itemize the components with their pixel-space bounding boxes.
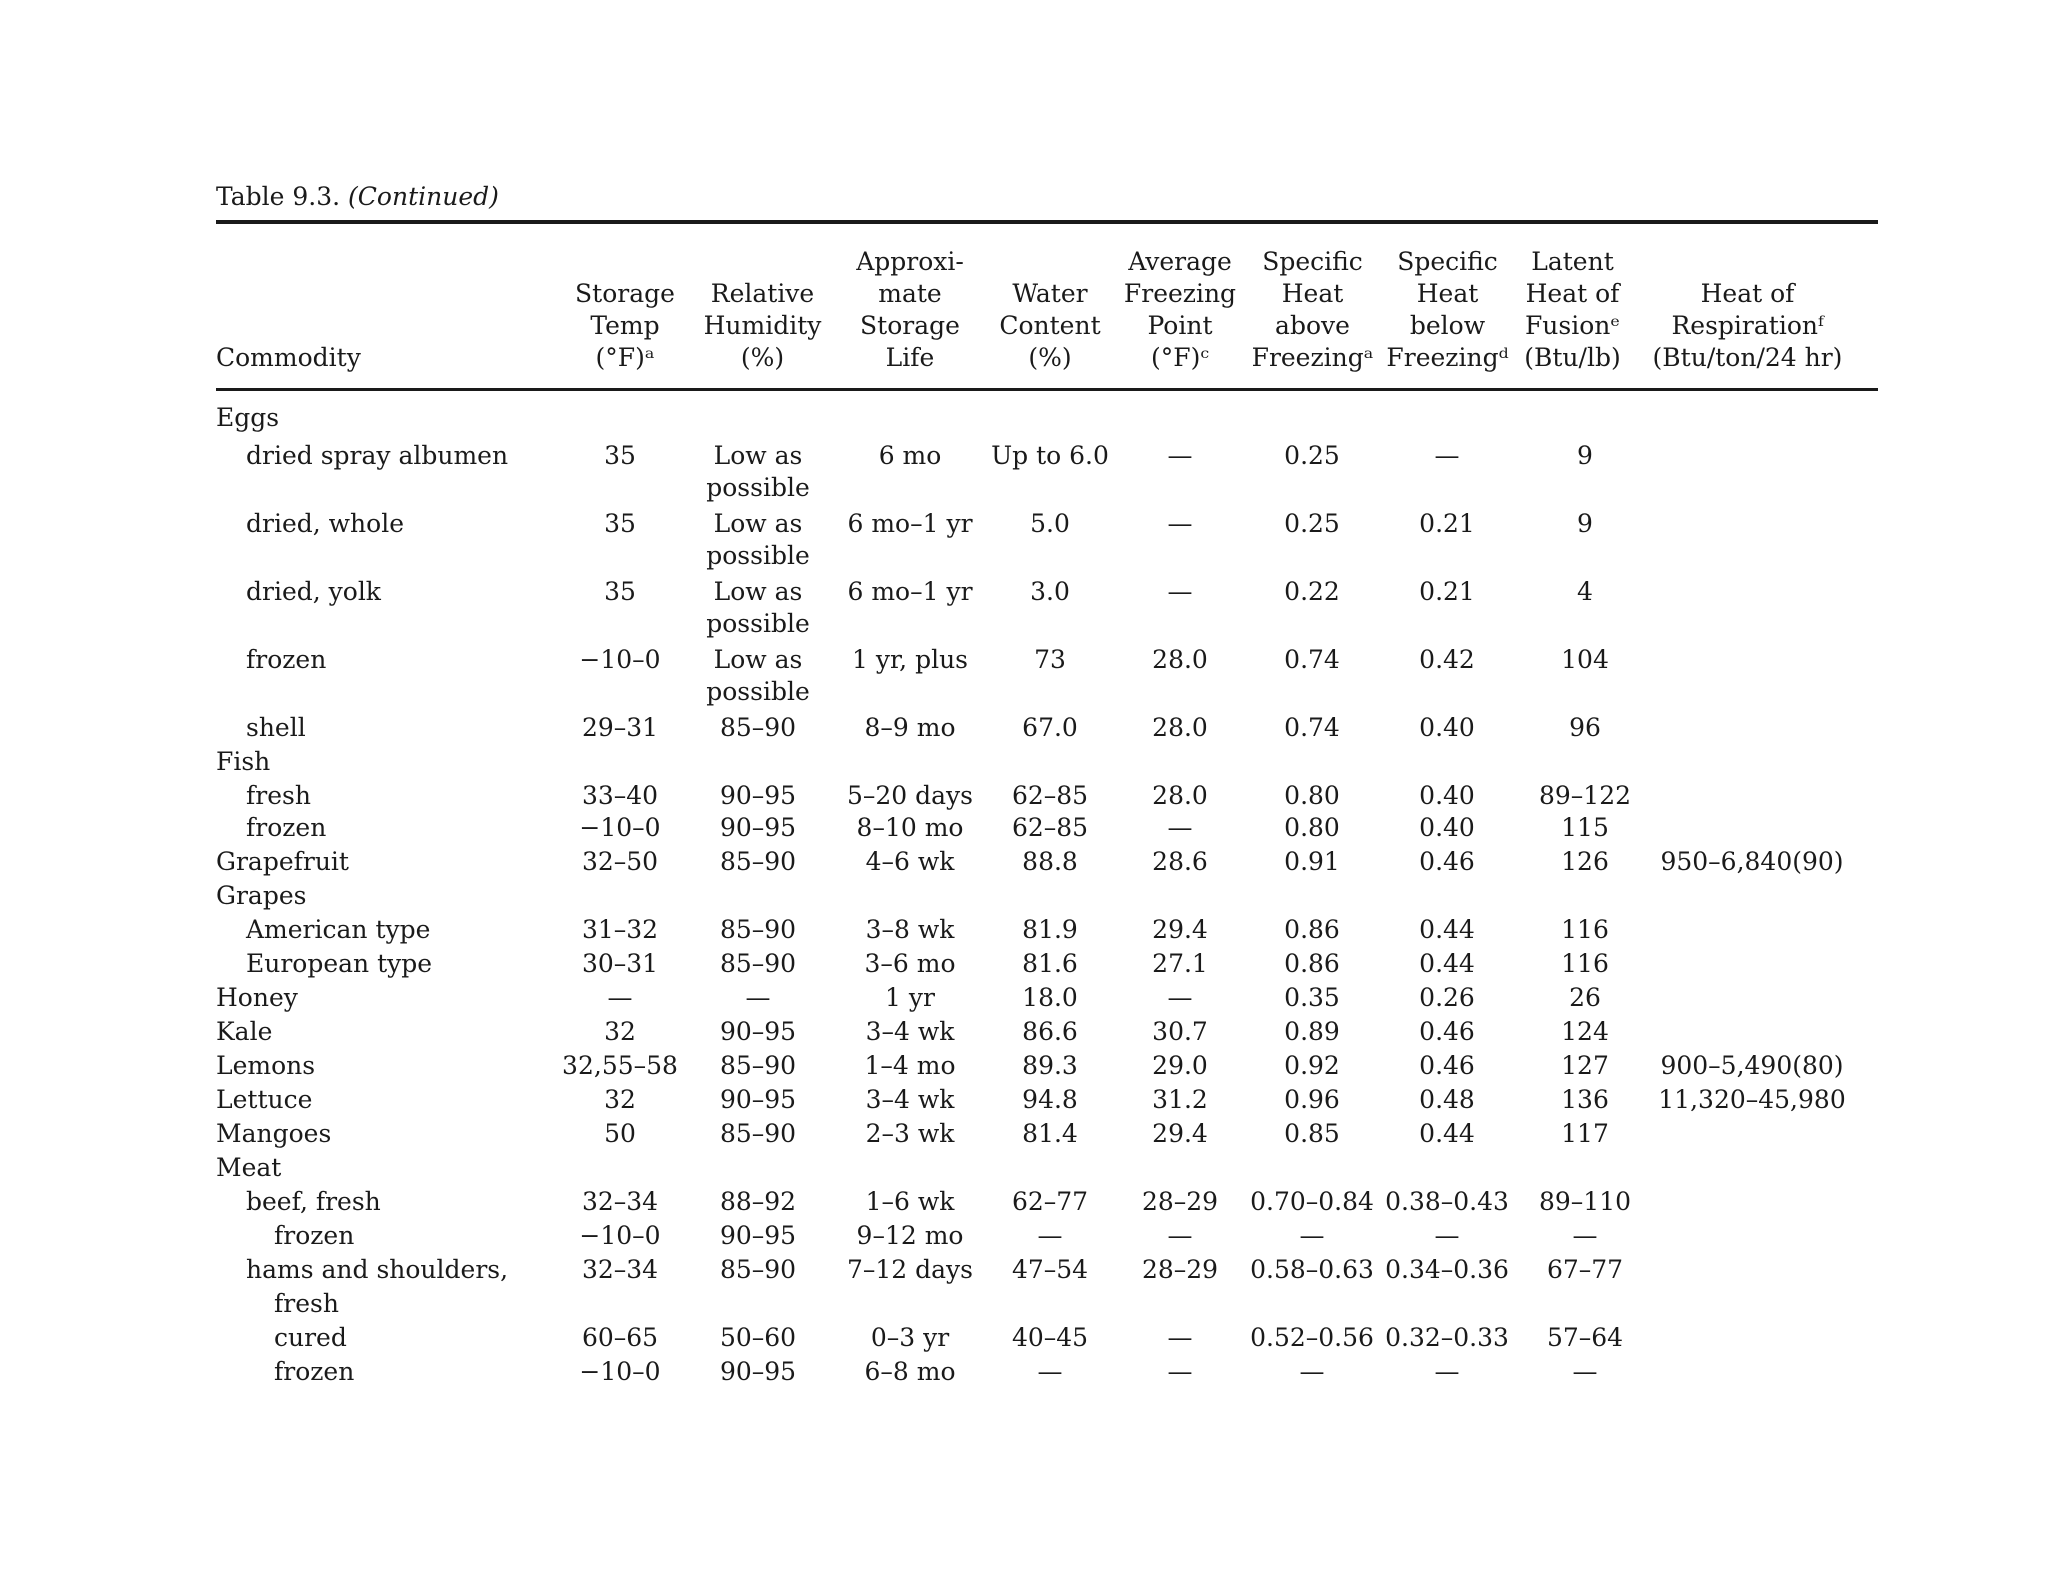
header-specific-heat-below: Specific Heat below Freezingᵈ (1386, 247, 1509, 372)
table-caption-label: Table 9.3. (216, 182, 341, 211)
cell-freezing-point: — (1167, 509, 1193, 538)
table-row (0, 1016, 2048, 1052)
cell-water-content: 62–85 (1011, 813, 1089, 842)
cell-specific-heat-below: 0.40 (1419, 713, 1475, 742)
cell-relative-humidity: — (745, 983, 771, 1012)
cell-storage-temp: 50 (604, 1119, 636, 1148)
cell-commodity: Lemons (216, 1051, 316, 1080)
cell-freezing-point: 28.0 (1152, 645, 1208, 674)
cell-storage-temp: 35 (604, 509, 636, 538)
cell-water-content: — (1037, 1357, 1063, 1386)
cell-freezing-point: 28–29 (1141, 1187, 1219, 1216)
cell-specific-heat-above: 0.80 (1284, 813, 1340, 842)
cell-commodity: frozen (246, 813, 327, 842)
cell-latent-heat: 67–77 (1546, 1255, 1624, 1284)
cell-freezing-point: 29.4 (1152, 1119, 1208, 1148)
cell-freezing-point: 30.7 (1152, 1017, 1208, 1046)
cell-relative-humidity: Low as possible (706, 577, 810, 638)
table-row (0, 982, 2048, 1018)
cell-specific-heat-below: — (1434, 441, 1460, 470)
cell-storage-temp: 35 (604, 441, 636, 470)
cell-latent-heat: 4 (1577, 577, 1593, 606)
cell-specific-heat-below: — (1434, 1221, 1460, 1250)
cell-storage-life: 6 mo–1 yr (847, 577, 973, 606)
cell-freezing-point: — (1167, 1357, 1193, 1386)
cell-specific-heat-above: 0.86 (1284, 915, 1340, 944)
table-row (0, 780, 2048, 816)
cell-specific-heat-above: 0.52–0.56 (1250, 1323, 1374, 1352)
table-caption-continued: (Continued) (348, 182, 499, 211)
cell-commodity: Mangoes (216, 1119, 332, 1148)
cell-commodity: Grapefruit (216, 847, 349, 876)
cell-relative-humidity: 90–95 (719, 1017, 797, 1046)
table-row (0, 846, 2048, 882)
header-latent-heat: Latent Heat of Fusionᵉ (Btu/lb) (1524, 247, 1621, 372)
cell-freezing-point: 29.0 (1152, 1051, 1208, 1080)
cell-water-content: 5.0 (1030, 509, 1070, 538)
cell-water-content: 89.3 (1022, 1051, 1078, 1080)
cell-specific-heat-above: 0.91 (1284, 847, 1340, 876)
cell-water-content: 73 (1034, 645, 1066, 674)
cell-freezing-point: 29.4 (1152, 915, 1208, 944)
cell-specific-heat-below: 0.40 (1419, 813, 1475, 842)
cell-storage-life: 1–6 wk (865, 1187, 955, 1216)
cell-storage-life: 2–3 wk (865, 1119, 955, 1148)
cell-specific-heat-above: 0.96 (1284, 1085, 1340, 1114)
cell-storage-life: 3–6 mo (864, 949, 956, 978)
cell-specific-heat-above: 0.22 (1284, 577, 1340, 606)
cell-storage-temp: 35 (604, 577, 636, 606)
cell-specific-heat-below: 0.42 (1419, 645, 1475, 674)
table-caption (216, 182, 499, 211)
cell-relative-humidity: 90–95 (719, 781, 797, 810)
cell-commodity: Kale (216, 1017, 273, 1046)
cell-latent-heat: 124 (1561, 1017, 1609, 1046)
table-row (0, 880, 2048, 916)
cell-storage-life: 5–20 days (846, 781, 974, 810)
cell-latent-heat: — (1572, 1357, 1598, 1386)
cell-specific-heat-above: 0.25 (1284, 441, 1340, 470)
cell-commodity: beef, fresh (246, 1187, 381, 1216)
cell-commodity: fresh (274, 1289, 339, 1318)
cell-relative-humidity: 85–90 (719, 1255, 797, 1284)
cell-water-content: 81.4 (1022, 1119, 1078, 1148)
table-row (0, 1118, 2048, 1154)
cell-storage-life: 3–4 wk (865, 1017, 955, 1046)
cell-water-content: Up to 6.0 (991, 441, 1109, 470)
cell-specific-heat-below: 0.46 (1419, 847, 1475, 876)
cell-commodity: European type (246, 949, 433, 978)
cell-storage-life: 6 mo (878, 441, 942, 470)
table-row (0, 508, 2048, 570)
cell-latent-heat: 136 (1561, 1085, 1609, 1114)
table-row (0, 576, 2048, 638)
cell-latent-heat: 117 (1561, 1119, 1609, 1148)
cell-specific-heat-below: 0.21 (1419, 577, 1475, 606)
cell-storage-temp: −10–0 (579, 1221, 661, 1250)
cell-specific-heat-above: 0.70–0.84 (1250, 1187, 1374, 1216)
cell-relative-humidity: 85–90 (719, 1051, 797, 1080)
cell-storage-life: 1 yr (885, 983, 935, 1012)
cell-freezing-point: — (1167, 441, 1193, 470)
header-rule (216, 388, 1878, 391)
cell-storage-temp: — (607, 983, 633, 1012)
cell-water-content: 62–77 (1011, 1187, 1089, 1216)
cell-relative-humidity: 85–90 (719, 915, 797, 944)
cell-commodity: frozen (246, 645, 327, 674)
cell-specific-heat-below: 0.21 (1419, 509, 1475, 538)
cell-freezing-point: 31.2 (1152, 1085, 1208, 1114)
cell-commodity: frozen (274, 1221, 355, 1250)
cell-commodity: Meat (216, 1153, 282, 1182)
cell-specific-heat-above: 0.80 (1284, 781, 1340, 810)
header-storage-temp: Storage Temp (°F)ᵃ (575, 279, 675, 372)
cell-latent-heat: 104 (1561, 645, 1609, 674)
cell-commodity: frozen (274, 1357, 355, 1386)
cell-storage-life: 1–4 mo (864, 1051, 956, 1080)
cell-latent-heat: 116 (1561, 949, 1609, 978)
cell-commodity: dried, yolk (246, 577, 381, 606)
cell-relative-humidity: Low as possible (706, 509, 810, 570)
cell-specific-heat-above: 0.74 (1284, 645, 1340, 674)
cell-specific-heat-above: 0.25 (1284, 509, 1340, 538)
cell-water-content: 67.0 (1022, 713, 1078, 742)
cell-specific-heat-below: 0.44 (1419, 1119, 1475, 1148)
table-row (0, 812, 2048, 848)
cell-water-content: 81.6 (1022, 949, 1078, 978)
table-row (0, 1084, 2048, 1120)
cell-relative-humidity: Low as possible (706, 645, 810, 706)
cell-freezing-point: 28.0 (1152, 713, 1208, 742)
cell-storage-life: 6–8 mo (864, 1357, 956, 1386)
cell-storage-temp: 32,55–58 (562, 1051, 678, 1080)
table-row (0, 1288, 2048, 1324)
cell-latent-heat: — (1572, 1221, 1598, 1250)
cell-relative-humidity: 85–90 (719, 1119, 797, 1148)
table-row (0, 1322, 2048, 1358)
cell-freezing-point: 27.1 (1152, 949, 1208, 978)
cell-storage-temp: −10–0 (579, 813, 661, 842)
cell-latent-heat: 115 (1561, 813, 1609, 842)
cell-relative-humidity: 90–95 (719, 1085, 797, 1114)
table-row (0, 1220, 2048, 1256)
cell-latent-heat: 9 (1577, 509, 1593, 538)
table-row (0, 402, 2048, 438)
cell-water-content: 81.9 (1022, 915, 1078, 944)
cell-latent-heat: 89–122 (1538, 781, 1632, 810)
header-commodity: Commodity (216, 343, 361, 372)
cell-storage-temp: 32–50 (581, 847, 659, 876)
cell-freezing-point: — (1167, 813, 1193, 842)
cell-specific-heat-below: 0.34–0.36 (1385, 1255, 1509, 1284)
cell-specific-heat-below: — (1434, 1357, 1460, 1386)
cell-commodity: hams and shoulders, (246, 1255, 509, 1284)
cell-latent-heat: 9 (1577, 441, 1593, 470)
cell-storage-life: 7–12 days (846, 1255, 974, 1284)
cell-commodity: dried spray albumen (246, 441, 509, 470)
cell-specific-heat-above: 0.74 (1284, 713, 1340, 742)
cell-water-content: 86.6 (1022, 1017, 1078, 1046)
cell-relative-humidity: 88–92 (719, 1187, 797, 1216)
cell-storage-life: 6 mo–1 yr (847, 509, 973, 538)
cell-specific-heat-above: 0.85 (1284, 1119, 1340, 1148)
table-row (0, 948, 2048, 984)
cell-heat-of-respiration: 11,320–45,980 (1658, 1085, 1846, 1114)
cell-freezing-point: — (1167, 577, 1193, 606)
cell-commodity: dried, whole (246, 509, 404, 538)
table-row (0, 1050, 2048, 1086)
cell-relative-humidity: Low as possible (706, 441, 810, 502)
cell-relative-humidity: 90–95 (719, 1221, 797, 1250)
cell-specific-heat-below: 0.40 (1419, 781, 1475, 810)
cell-storage-temp: 31–32 (581, 915, 659, 944)
header-specific-heat-above: Specific Heat above Freezingᵃ (1251, 247, 1374, 372)
cell-specific-heat-above: — (1299, 1221, 1325, 1250)
cell-heat-of-respiration: 950–6,840(90) (1660, 847, 1844, 876)
cell-relative-humidity: 85–90 (719, 847, 797, 876)
header-heat-of-respiration: Heat of Respirationᶠ (Btu/ton/24 hr) (1652, 279, 1843, 372)
cell-specific-heat-below: 0.44 (1419, 949, 1475, 978)
cell-water-content: — (1037, 1221, 1063, 1250)
header-freezing-point: Average Freezing Point (°F)ᶜ (1123, 247, 1237, 372)
cell-storage-life: 4–6 wk (865, 847, 955, 876)
cell-storage-life: 8–9 mo (864, 713, 956, 742)
cell-specific-heat-above: 0.89 (1284, 1017, 1340, 1046)
cell-latent-heat: 89–110 (1538, 1187, 1632, 1216)
cell-storage-life: 9–12 mo (856, 1221, 964, 1250)
top-rule (216, 220, 1878, 224)
cell-water-content: 47–54 (1011, 1255, 1089, 1284)
cell-commodity: American type (246, 915, 431, 944)
cell-storage-temp: −10–0 (579, 645, 661, 674)
cell-storage-temp: 32–34 (581, 1255, 659, 1284)
cell-specific-heat-above: — (1299, 1357, 1325, 1386)
cell-latent-heat: 126 (1561, 847, 1609, 876)
cell-storage-temp: 32 (604, 1085, 636, 1114)
cell-freezing-point: — (1167, 983, 1193, 1012)
table-row (0, 440, 2048, 502)
table-row (0, 712, 2048, 748)
cell-freezing-point: — (1167, 1221, 1193, 1250)
cell-storage-temp: 30–31 (581, 949, 659, 978)
cell-storage-life: 3–8 wk (865, 915, 955, 944)
cell-commodity: Grapes (216, 881, 307, 910)
table-row (0, 1152, 2048, 1188)
cell-commodity: Lettuce (216, 1085, 313, 1114)
cell-specific-heat-above: 0.35 (1284, 983, 1340, 1012)
header-storage-life: Approxi- mate Storage Life (856, 247, 964, 372)
table-row (0, 746, 2048, 782)
cell-specific-heat-above: 0.92 (1284, 1051, 1340, 1080)
cell-water-content: 18.0 (1022, 983, 1078, 1012)
cell-storage-life: 8–10 mo (856, 813, 964, 842)
cell-specific-heat-below: 0.26 (1419, 983, 1475, 1012)
cell-storage-life: 0–3 yr (870, 1323, 950, 1352)
cell-water-content: 3.0 (1030, 577, 1070, 606)
cell-storage-temp: 29–31 (581, 713, 659, 742)
cell-latent-heat: 26 (1569, 983, 1601, 1012)
cell-freezing-point: 28.0 (1152, 781, 1208, 810)
cell-specific-heat-above: 0.86 (1284, 949, 1340, 978)
cell-storage-temp: 32–34 (581, 1187, 659, 1216)
cell-relative-humidity: 85–90 (719, 713, 797, 742)
table-row (0, 644, 2048, 706)
cell-latent-heat: 96 (1569, 713, 1601, 742)
cell-commodity: cured (274, 1323, 347, 1352)
header-relative-humidity: Relative Humidity (%) (703, 279, 822, 372)
cell-latent-heat: 127 (1561, 1051, 1609, 1080)
table-row (0, 914, 2048, 950)
table-row (0, 1186, 2048, 1222)
cell-storage-life: 1 yr, plus (851, 645, 969, 674)
cell-specific-heat-below: 0.32–0.33 (1385, 1323, 1509, 1352)
table-row (0, 1356, 2048, 1392)
cell-heat-of-respiration: 900–5,490(80) (1660, 1051, 1844, 1080)
cell-water-content: 88.8 (1022, 847, 1078, 876)
header-water-content: Water Content (%) (999, 279, 1101, 372)
cell-storage-temp: 33–40 (581, 781, 659, 810)
cell-freezing-point: — (1167, 1323, 1193, 1352)
cell-commodity: Fish (216, 747, 271, 776)
cell-storage-temp: 32 (604, 1017, 636, 1046)
cell-specific-heat-below: 0.44 (1419, 915, 1475, 944)
cell-relative-humidity: 85–90 (719, 949, 797, 978)
cell-specific-heat-below: 0.48 (1419, 1085, 1475, 1114)
cell-relative-humidity: 50–60 (719, 1323, 797, 1352)
cell-specific-heat-above: 0.58–0.63 (1250, 1255, 1374, 1284)
cell-latent-heat: 116 (1561, 915, 1609, 944)
cell-latent-heat: 57–64 (1546, 1323, 1624, 1352)
cell-specific-heat-below: 0.46 (1419, 1017, 1475, 1046)
cell-freezing-point: 28.6 (1152, 847, 1208, 876)
cell-water-content: 40–45 (1011, 1323, 1089, 1352)
cell-commodity: fresh (246, 781, 311, 810)
cell-relative-humidity: 90–95 (719, 1357, 797, 1386)
cell-water-content: 62–85 (1011, 781, 1089, 810)
cell-water-content: 94.8 (1022, 1085, 1078, 1114)
cell-commodity: Eggs (216, 403, 280, 432)
cell-storage-temp: 60–65 (581, 1323, 659, 1352)
cell-storage-temp: −10–0 (579, 1357, 661, 1386)
cell-freezing-point: 28–29 (1141, 1255, 1219, 1284)
table-row (0, 1254, 2048, 1290)
cell-commodity: Honey (216, 983, 298, 1012)
cell-commodity: shell (246, 713, 306, 742)
cell-specific-heat-below: 0.38–0.43 (1385, 1187, 1509, 1216)
cell-storage-life: 3–4 wk (865, 1085, 955, 1114)
cell-specific-heat-below: 0.46 (1419, 1051, 1475, 1080)
cell-relative-humidity: 90–95 (719, 813, 797, 842)
